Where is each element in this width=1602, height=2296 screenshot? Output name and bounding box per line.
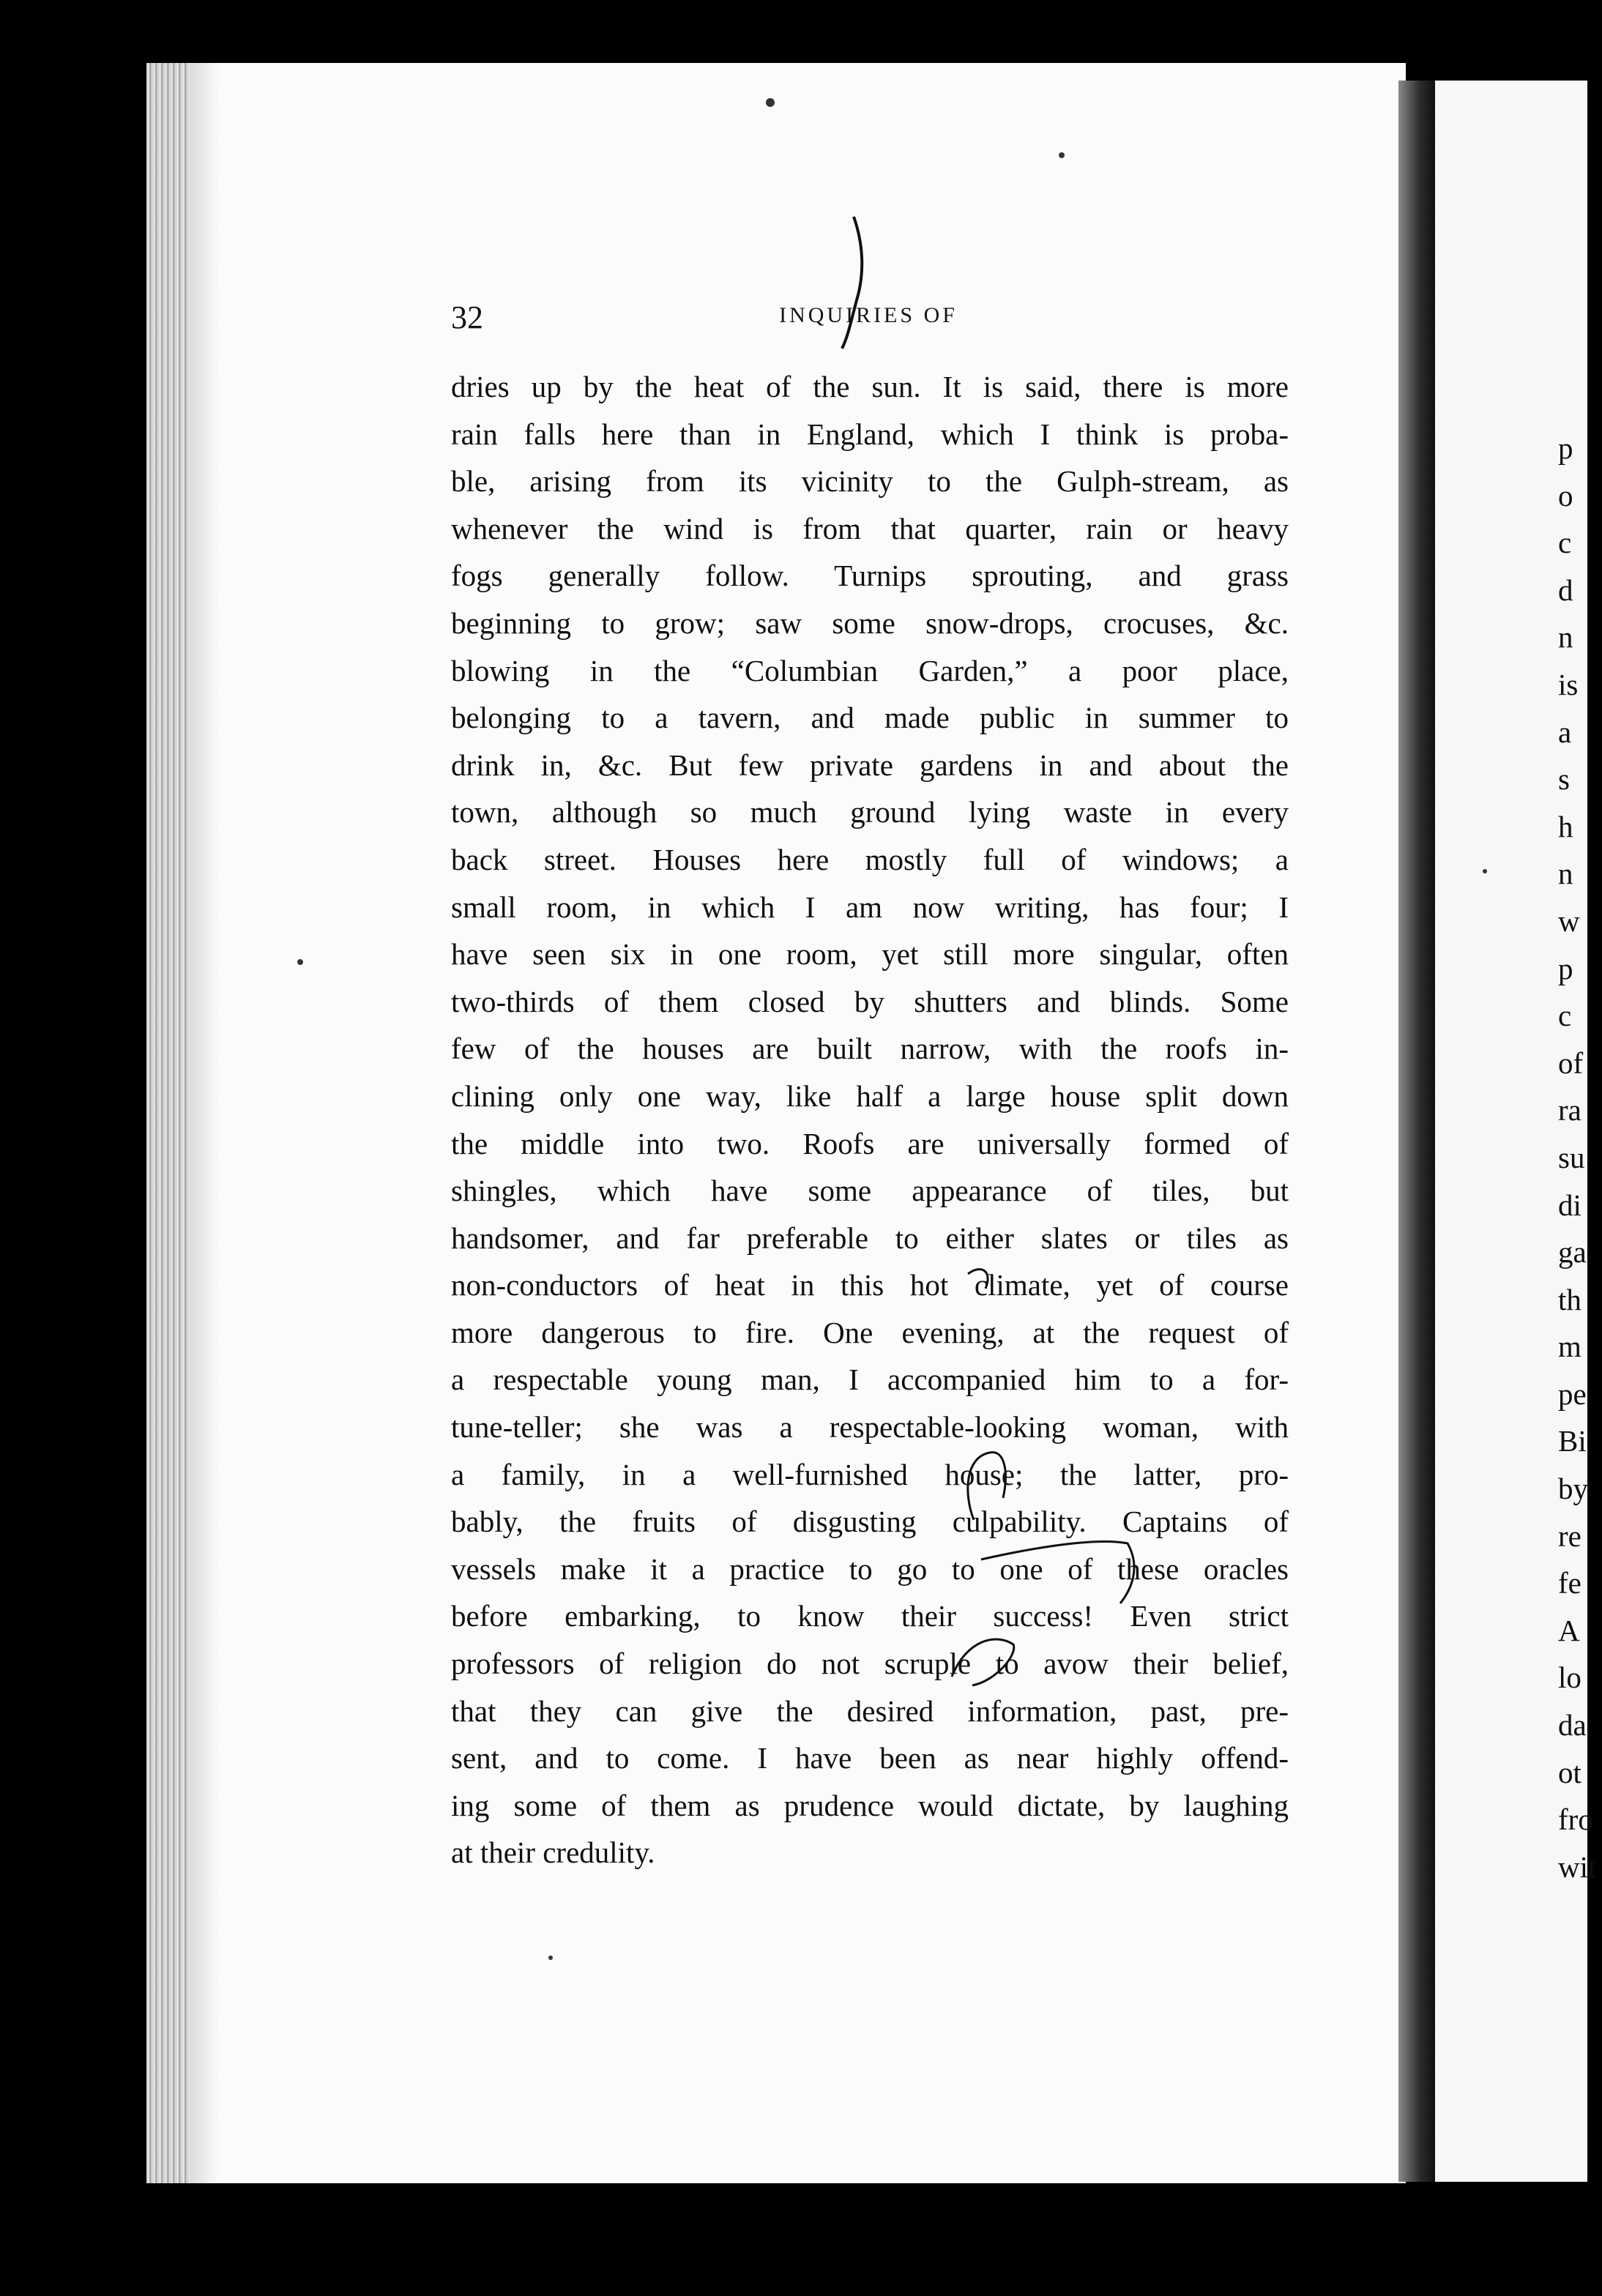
text-line: small room, in which I am now writing, has four; I — [451, 890, 1289, 924]
text-line: the middle into two. Roofs are universally formed of — [451, 1126, 1289, 1160]
facing-page-fragment: wit — [1558, 1849, 1597, 1884]
facing-page-fragment: o — [1558, 478, 1573, 512]
text-line: a respectable young man, I accompanied him to a for- — [451, 1363, 1289, 1397]
facing-page-fragment: is — [1558, 667, 1579, 701]
pen-stroke-lower — [952, 1639, 1014, 1685]
ink-speck — [297, 959, 303, 965]
text-line: ing some of them as prudence would dictate, by laughing — [451, 1788, 1289, 1822]
text-line: few of the houses are built narrow, with the roofs in- — [451, 1032, 1289, 1066]
text-line: fogs generally follow. Turnips sprouting, and grass — [451, 559, 1289, 593]
facing-page-fragment: pe — [1558, 1376, 1587, 1411]
facing-page-fragment: c — [1558, 526, 1572, 560]
ink-speck — [766, 98, 775, 107]
facing-page-fragment: ot — [1558, 1755, 1581, 1789]
text-line: that they can give the desired information, past, pre- — [451, 1693, 1289, 1728]
text-line: rain falls here than in England, which I think is proba- — [451, 417, 1289, 451]
text-line: professors of religion do not scruple to avow their belief, — [451, 1647, 1289, 1681]
facing-page-fragment: di — [1558, 1188, 1581, 1222]
text-line: beginning to grow; saw some snow-drops, crocuses, &c. — [451, 605, 1289, 640]
facing-page-fragment: da — [1558, 1708, 1587, 1742]
pen-stroke-header — [842, 217, 862, 348]
facing-page-fragment: w — [1558, 903, 1580, 938]
text-line: drink in, &c. But few private gardens in and about the — [451, 748, 1289, 782]
text-line: non-conductors of heat in this hot climate, yet of course — [451, 1268, 1289, 1302]
pen-stroke-small — [968, 1270, 988, 1289]
pen-stroke-loop — [968, 1453, 1006, 1520]
text-line: back street. Houses here mostly full of windows; a — [451, 842, 1289, 876]
facing-page-fragment: c — [1558, 999, 1572, 1033]
facing-page-fragment: su — [1558, 1140, 1585, 1174]
text-line: handsomer, and far preferable to either slates or tiles as — [451, 1220, 1289, 1255]
text-line: sent, and to come. I have been as near highly offend- — [451, 1741, 1289, 1775]
facing-page-fragment: m — [1558, 1330, 1581, 1364]
text-line: whenever the wind is from that quarter, rain or heavy — [451, 511, 1289, 545]
facing-page-fragment: p — [1558, 431, 1573, 465]
text-line: clining only one way, like half a large house split down — [451, 1078, 1289, 1113]
text-line: town, although so much ground lying waste in every — [451, 795, 1289, 830]
facing-page-fragment: fe — [1558, 1566, 1581, 1600]
facing-page-fragment: th — [1558, 1282, 1581, 1316]
text-line: dries up by the heat of the sun. It is said, there is more — [451, 370, 1289, 403]
facing-page-fragment: p — [1558, 951, 1573, 985]
facing-page-fragment: lo — [1558, 1660, 1581, 1695]
text-line: a family, in a well-furnished house; the latter, pro- — [451, 1457, 1289, 1491]
text-line: bably, the fruits of disgusting culpability. Captains of — [451, 1505, 1289, 1539]
facing-page-fragment: h — [1558, 809, 1573, 843]
text-line: have seen six in one room, yet still more singular, often — [451, 937, 1289, 972]
facing-page-fragment: s — [1558, 762, 1570, 797]
pen-stroke-underline — [981, 1541, 1134, 1603]
text-line: tune-teller; she was a respectable-looking woman, with — [451, 1410, 1289, 1445]
text-line: vessels make it a practice to go to one of these oracles — [451, 1551, 1289, 1586]
facing-page-fragment: Bi — [1558, 1424, 1587, 1458]
facing-page-fragment: by — [1558, 1472, 1588, 1506]
text-line: belonging to a tavern, and made public in summer to — [451, 701, 1289, 735]
ink-speck — [548, 1956, 553, 1960]
facing-page-fragment: d — [1558, 573, 1573, 607]
text-line: two-thirds of them closed by shutters and blinds. Some — [451, 984, 1289, 1018]
facing-page-fragment: ga — [1558, 1235, 1587, 1270]
facing-page-fragment: re — [1558, 1518, 1581, 1553]
text-line: shingles, which have some appearance of tiles, but — [451, 1174, 1289, 1208]
facing-page-fragment: n — [1558, 857, 1573, 891]
page-number: 32 — [451, 299, 483, 335]
running-title: INQUIRIES OF — [779, 303, 958, 327]
facing-page-fragment: of — [1558, 1046, 1584, 1080]
text-line: blowing in the “Columbian Garden,” a poor place, — [451, 653, 1289, 687]
facing-page-fragment: A — [1558, 1613, 1580, 1647]
text-line: more dangerous to fire. One evening, at the request of — [451, 1315, 1289, 1349]
facing-page-fragment: fro — [1558, 1803, 1593, 1837]
ink-speck — [1483, 869, 1487, 873]
facing-page-fragment: a — [1558, 715, 1572, 749]
text-line: ble, arising from its vicinity to the Gulph-stream, as — [451, 464, 1289, 499]
facing-page-fragment: ra — [1558, 1093, 1581, 1128]
ink-speck — [1059, 152, 1065, 158]
text-line: at their credulity. — [451, 1835, 655, 1870]
text-line: before embarking, to know their success! Even strict — [451, 1599, 1289, 1633]
facing-page-fragment: n — [1558, 620, 1573, 655]
